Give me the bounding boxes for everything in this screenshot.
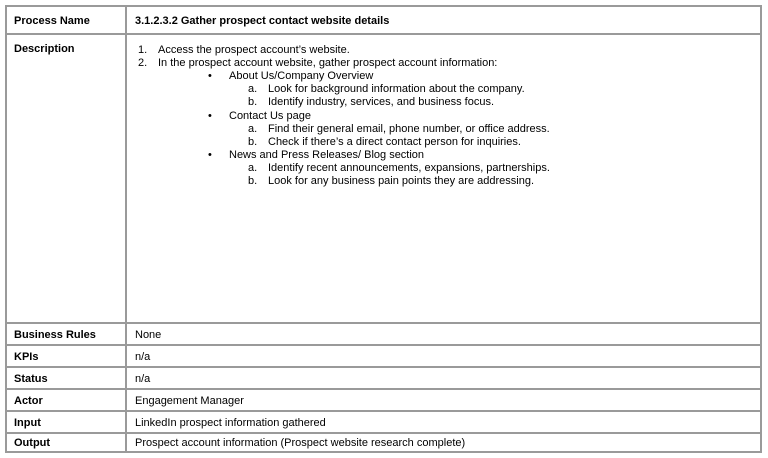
actor-value: Engagement Manager: [135, 395, 244, 407]
step-number: 2.: [138, 57, 148, 69]
item-letter: a.: [248, 123, 258, 135]
output-value: Prospect account information (Prospect website research complete): [135, 437, 466, 449]
bullet: •: [208, 149, 212, 161]
item-letter: b.: [248, 136, 258, 148]
label-cell: [7, 35, 127, 322]
status-label: Status: [14, 373, 48, 385]
row-status: [7, 368, 760, 390]
process-table: [5, 5, 762, 453]
business-rules-label: Business Rules: [14, 329, 96, 341]
kpis-value: n/a: [135, 351, 151, 363]
item-letter: b.: [248, 175, 258, 187]
process-name-value: 3.1.2.3.2 Gather prospect contact website details: [135, 15, 390, 27]
description-label: Description: [14, 43, 75, 55]
row-process-name: [7, 7, 760, 35]
section-title: News and Press Releases/ Blog section: [229, 149, 425, 161]
item-text: Identify industry, services, and business focus.: [268, 96, 495, 108]
item-text: Find their general email, phone number, or office address.: [268, 123, 550, 135]
input-value: LinkedIn prospect information gathered: [135, 417, 326, 429]
row-output: [7, 434, 760, 451]
item-text: Look for background information about the company.: [268, 83, 525, 95]
bullet: •: [208, 70, 212, 82]
row-description: [7, 35, 760, 324]
step-text: Access the prospect account’s website.: [158, 44, 350, 56]
bullet: •: [208, 110, 212, 122]
item-letter: b.: [248, 96, 258, 108]
output-label: Output: [14, 437, 51, 449]
item-letter: a.: [248, 162, 258, 174]
kpis-label: KPIs: [14, 351, 39, 363]
step-number: 1.: [138, 44, 148, 56]
section-title: About Us/Company Overview: [229, 70, 374, 82]
business-rules-value: None: [135, 329, 162, 341]
step-text: In the prospect account website, gather prospect account information:: [158, 57, 498, 69]
item-text: Identify recent announcements, expansions, partnerships.: [268, 162, 550, 174]
item-text: Check if there’s a direct contact person for inquiries.: [268, 136, 521, 148]
section-title: Contact Us page: [229, 110, 311, 122]
status-value: n/a: [135, 373, 151, 385]
process-name-label: Process Name: [14, 15, 90, 27]
row-kpis: [7, 346, 760, 368]
row-actor: [7, 390, 760, 412]
item-letter: a.: [248, 83, 258, 95]
item-text: Look for any business pain points they are addressing.: [268, 175, 534, 187]
actor-label: Actor: [14, 395, 43, 407]
row-business-rules: [7, 324, 760, 346]
input-label: Input: [14, 417, 41, 429]
row-input: [7, 412, 760, 434]
